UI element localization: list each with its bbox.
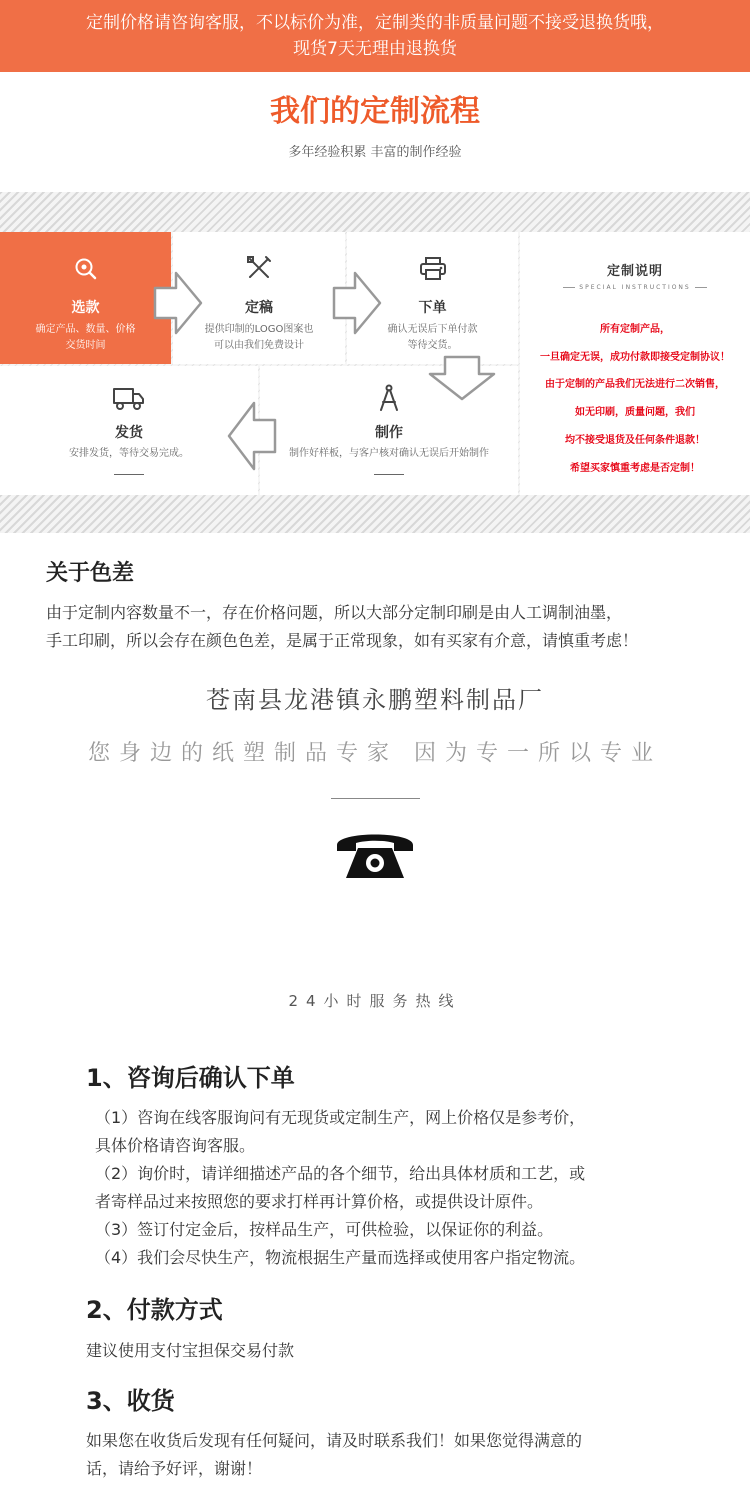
section-text-order	[95, 1104, 585, 1272]
color-difference-line: 手工印刷，所以会存在颜色色差，是属于正常现象，如有买家有介意，请慎重考虑！	[46, 631, 639, 650]
arrow-left-icon	[226, 400, 278, 472]
note-line: 如无印刷，质量问题，我们	[575, 407, 695, 419]
note-lines	[520, 316, 750, 482]
color-difference-heading: 关于色差	[46, 561, 135, 586]
service-hotline: 24小时服务热线	[288, 992, 462, 1010]
section-line: （2）询价时，请详细描述产品的各个细节，给出具体材质和工艺，或	[95, 1164, 586, 1183]
step-underline	[374, 474, 404, 475]
company-slogan: 您身边的纸塑制品专家 因为专一所以专业	[88, 741, 662, 766]
note-line: 希望买家慎重考虑是否定制！	[570, 462, 700, 474]
stripe-divider-top	[0, 192, 750, 232]
section-line: 如果您在收货后发现有任何疑问，请及时联系我们！如果您觉得满意的	[86, 1431, 583, 1450]
section-line: （1）咨询在线客服询问有无现货或定制生产，网上价格仅是参考价，	[95, 1108, 586, 1127]
color-difference-text	[46, 599, 638, 655]
note-line: 一旦确定无误，成功付款即接受定制协议！	[540, 351, 730, 363]
section-line: 具体价格请咨询客服。	[95, 1136, 256, 1155]
step-desc: 确定产品、数量、价格	[35, 324, 136, 335]
flow-title: 我们的定制流程	[270, 94, 480, 129]
section-line: 话，请给予好评，谢谢！	[86, 1459, 263, 1478]
color-difference-line: 由于定制内容数量不一，存在价格问题，所以大部分定制印刷是由人工调制油墨，	[46, 603, 623, 622]
truck-icon	[0, 386, 258, 416]
arrow-right-icon	[152, 270, 204, 336]
step-desc: 安排发货，等待交易完成。	[69, 448, 189, 459]
stripe-divider-bottom	[0, 495, 750, 533]
search-icon	[0, 256, 171, 286]
arrow-down-icon	[427, 354, 497, 402]
step-desc: 确认无误后下单付款	[387, 324, 478, 335]
step-name: 下单	[418, 300, 447, 316]
section-heading-order: 1、咨询后确认下单	[86, 1064, 295, 1092]
section-heading-receipt: 3、收货	[86, 1387, 175, 1415]
divider	[331, 798, 420, 799]
step-desc: 可以由我们免费设计	[214, 340, 304, 351]
top-notice-banner	[0, 0, 750, 72]
arrow-right-icon	[331, 270, 383, 336]
flow-subtitle: 多年经验积累 丰富的制作经验	[288, 145, 462, 160]
step-desc: 等待交货。	[407, 340, 458, 351]
step-desc: 提供印制的LOGO图案也	[204, 324, 314, 335]
step-name: 选款	[71, 300, 100, 316]
section-line: （4）我们会尽快生产，物流根据生产量而选择或使用客户指定物流。	[95, 1248, 586, 1267]
banner-line-2: 现货7天无理由退换货	[293, 39, 457, 59]
step-desc: 交货时间	[65, 340, 106, 351]
step-name: 制作	[375, 425, 403, 441]
step-desc: 制作好样板，与客户核对确认无误后开始制作	[289, 448, 489, 459]
step-underline	[114, 474, 144, 475]
step-name: 发货	[115, 425, 143, 441]
section-line: （3）签订付定金后，按样品生产，可供检验，以保证你的利益。	[95, 1220, 554, 1239]
section-text-receipt	[86, 1427, 582, 1483]
section-line: 者寄样品过来按照您的要求打样再计算价格，或提供设计原件。	[95, 1192, 544, 1211]
company-name: 苍南县龙港镇永鹏塑料制品厂	[206, 686, 544, 714]
step-name: 定稿	[245, 300, 273, 316]
note-line: 均不接受退货及任何条件退款！	[565, 434, 705, 446]
note-line: 所有定制产品，	[600, 324, 670, 335]
section-heading-payment: 2、付款方式	[86, 1296, 223, 1324]
section-line: 建议使用支付宝担保交易付款	[86, 1341, 295, 1360]
note-subtitle: SPECIAL INSTRUCTIONS	[520, 284, 750, 291]
note-title: 定制说明	[606, 264, 663, 279]
banner-line-1: 定制价格请咨询客服，不以标价为准，定制类的非质量问题不接受退换货哦，	[86, 13, 664, 33]
flow-step-select	[0, 232, 171, 364]
section-text-payment	[86, 1337, 294, 1365]
note-line: 由于定制的产品我们无法进行二次销售，	[545, 379, 725, 391]
flow-step-ship	[0, 366, 258, 495]
custom-instructions-box	[520, 232, 750, 495]
telephone-icon	[334, 828, 416, 884]
